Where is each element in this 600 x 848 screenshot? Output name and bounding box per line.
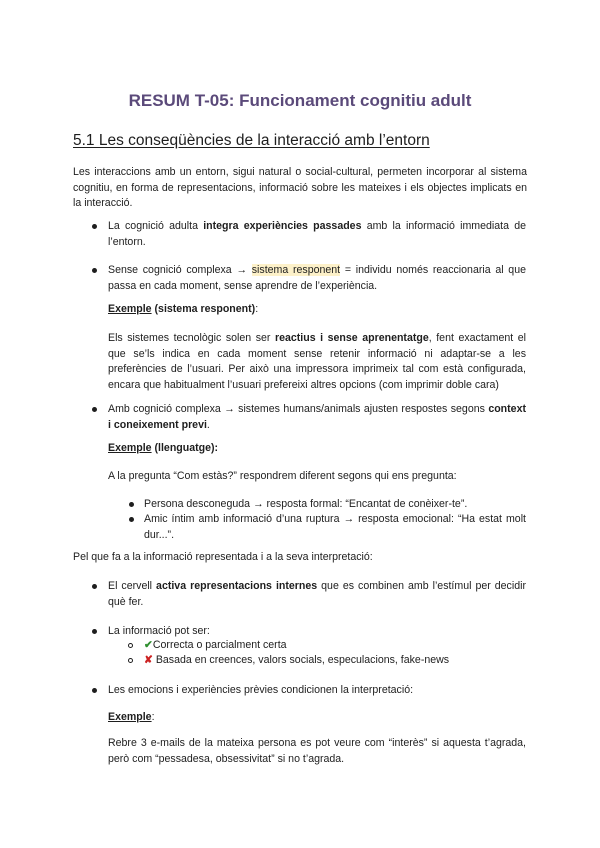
hollow-bullet: [128, 658, 133, 663]
cross-icon: ✘: [144, 654, 153, 666]
bullet-dot: [129, 517, 134, 522]
bullet-emocions: Les emocions i experiències prèvies condicionen la interpretació:: [108, 684, 414, 696]
hollow-bullet: [128, 643, 133, 648]
bullet-sistema-responent: Sense cognició complexa → sistema responent = individu només reaccionaria al que passa en cada moment, sense aprendre de l’experiència.: [108, 264, 526, 292]
intro-paragraph: Les interaccions amb un entorn, sigui natural o social-cultural, permeten incorporar al sistema cognitiu, en forma de representacions, informació sobre les mateixes i els objectes implicats en la interacció.: [73, 166, 527, 209]
bullet-dot: [92, 407, 97, 412]
example-item-2: Amic íntim amb informació d’una ruptura → resposta emocional: “Ha estat molt dur...”.: [144, 513, 526, 541]
example-heading-2: Exemple (llenguatge):: [108, 442, 219, 454]
bullet-dot: [92, 688, 97, 693]
section-heading: 5.1 Les conseqüències de la interacció amb l’entorn: [73, 132, 430, 149]
check-icon: ✔: [144, 639, 153, 651]
bullet-dot: [92, 268, 97, 273]
example-heading-3: Exemple:: [108, 711, 155, 723]
highlight: sistema responent: [251, 264, 341, 276]
example-text-1: Els sistemes tecnològic solen ser reactius i sense aprenentatge, fent exactament el que se’ls indica en cada moment sense retenir informació ni adaptar-se a les preferències de l’usuari. Per això una impressora imprimeix tal com està configurada, encara que habitualment l’usuari prefereixi altres opcions (com imprimir doble cara): [108, 332, 527, 391]
document-title: RESUM T-05: Funcionament cognitiu adult: [128, 91, 472, 110]
bullet-dot: [92, 224, 97, 229]
mid-paragraph: Pel que fa a la informació representada i a la seva interpretació:: [73, 551, 373, 563]
bullet-informacio: La informació pot ser:: [108, 625, 210, 637]
bullet-cognicio-complexa: Amb cognició complexa → sistemes humans/animals ajusten respostes segons context i coneixement previ.: [108, 403, 526, 431]
example-item-1: Persona desconeguda → resposta formal: “Encantat de conèixer-te”.: [144, 498, 468, 510]
info-item-correct: ✔Correcta o parcialment certa: [144, 639, 287, 651]
bullet-dot: [92, 584, 97, 589]
bullet-dot: [92, 629, 97, 634]
bullet-dot: [129, 502, 134, 507]
example-intro-2: A la pregunta “Com estàs?” respondrem diferent segons qui ens pregunta:: [108, 470, 457, 482]
bullet-cervell: El cervell activa representacions internes que es combinen amb l’estímul per decidir què fer.: [108, 580, 526, 608]
example-heading-1: Exemple (sistema responent):: [108, 303, 259, 315]
example-text-3: Rebre 3 e-mails de la mateixa persona es pot veure com “interès” si aquesta t’agrada, però com “pessadesa, obsessivitat” si no t’agrada.: [108, 737, 526, 765]
bullet-integra: La cognició adulta integra experiències passades amb la informació immediata de l’entorn.: [108, 220, 526, 248]
info-item-incorrect: ✘ Basada en creences, valors socials, especulacions, fake-news: [144, 654, 450, 666]
